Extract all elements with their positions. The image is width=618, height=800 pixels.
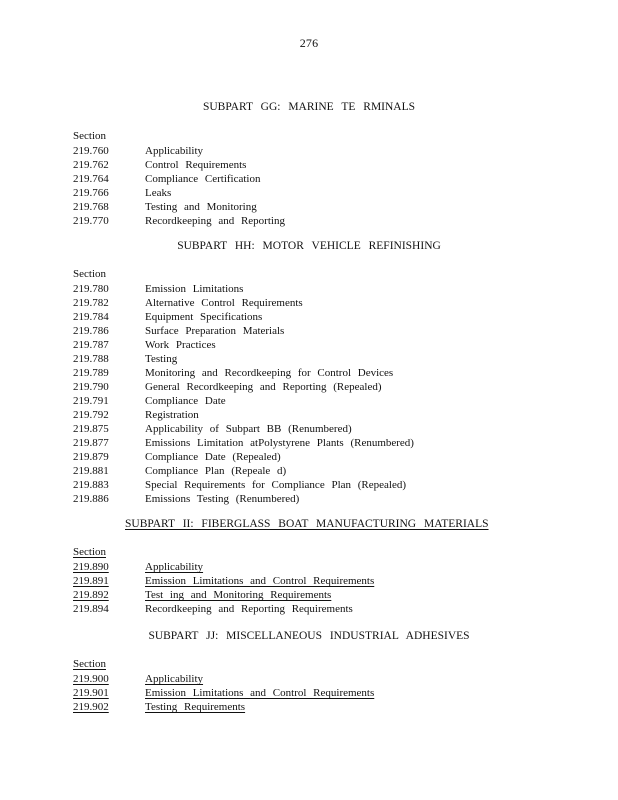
list-item — [0, 324, 618, 338]
list-item — [0, 352, 618, 366]
section-number: 219.901 — [73, 687, 109, 699]
section-title: Equipment Specifications — [145, 311, 263, 323]
section-number: 219.902 — [73, 701, 109, 713]
section-title: Special Requirements for Compliance Plan (Repealed) — [145, 479, 407, 491]
section-title: Testing Requirements — [145, 701, 246, 713]
section-label: Section — [73, 658, 106, 670]
section-title: Compliance Certification — [145, 173, 261, 185]
section-title: Emissions Testing (Renumbered) — [145, 493, 300, 505]
list-item — [0, 492, 618, 506]
list-item — [0, 588, 618, 602]
section-number: 219.877 — [73, 437, 109, 449]
subpart-ii-entries — [0, 560, 618, 616]
section-number: 219.789 — [73, 367, 109, 379]
list-item — [0, 422, 618, 436]
section-number: 219.891 — [73, 575, 109, 587]
list-item — [0, 686, 618, 700]
list-item — [0, 186, 618, 200]
list-item — [0, 172, 618, 186]
subpart-jj-entries — [0, 672, 618, 714]
section-number: 219.784 — [73, 311, 109, 323]
list-item — [0, 282, 618, 296]
section-number: 219.791 — [73, 395, 109, 407]
section-title: Emission Limitations and Control Requirements — [145, 575, 375, 587]
subpart-jj-heading: SUBPART JJ: MISCELLANEOUS INDUSTRIAL ADHESIVES — [148, 630, 470, 642]
section-title: Registration — [145, 409, 199, 421]
subpart-gg-heading: SUBPART GG: MARINE TE RMINALS — [202, 101, 416, 113]
section-number: 219.788 — [73, 353, 109, 365]
section-title: Test ing and Monitoring Requirements — [145, 589, 332, 601]
section-number: 219.875 — [73, 423, 109, 435]
list-item — [0, 144, 618, 158]
list-item — [0, 478, 618, 492]
section-number: 219.787 — [73, 339, 109, 351]
list-item — [0, 394, 618, 408]
subpart-gg-entries — [0, 144, 618, 228]
section-number: 219.760 — [73, 145, 109, 157]
list-item — [0, 700, 618, 714]
section-title: Applicability — [145, 561, 204, 573]
section-number: 219.790 — [73, 381, 109, 393]
section-number: 219.894 — [73, 603, 109, 615]
section-title: Testing — [145, 353, 178, 365]
section-title: Compliance Plan (Repeale d) — [145, 465, 287, 477]
section-number: 219.782 — [73, 297, 109, 309]
list-item — [0, 338, 618, 352]
section-number: 219.770 — [73, 215, 109, 227]
section-number: 219.890 — [73, 561, 109, 573]
list-item — [0, 158, 618, 172]
section-title: Monitoring and Recordkeeping for Control Devices — [145, 367, 394, 379]
section-title: Emissions Limitation atPolystyrene Plants (Renumbered) — [145, 437, 414, 449]
list-item — [0, 602, 618, 616]
section-label: Section — [73, 546, 106, 558]
page-number: 276 — [299, 36, 319, 50]
section-number: 219.766 — [73, 187, 109, 199]
section-number: 219.762 — [73, 159, 109, 171]
list-item — [0, 380, 618, 394]
section-title: Compliance Date — [145, 395, 226, 407]
list-item — [0, 366, 618, 380]
list-item — [0, 200, 618, 214]
section-title: Compliance Date (Repealed) — [145, 451, 281, 463]
section-label: Section — [73, 268, 106, 280]
section-title: Leaks — [145, 187, 172, 199]
list-item — [0, 408, 618, 422]
section-title: Applicability — [145, 673, 204, 685]
subpart-ii-heading-text: SUBPART II: FIBERGLASS BOAT MANUFACTURING MATERIALS — [125, 518, 489, 530]
section-title: Emission Limitations — [145, 283, 244, 295]
section-number: 219.764 — [73, 173, 109, 185]
section-number: 219.768 — [73, 201, 109, 213]
subpart-ii-heading — [125, 518, 531, 530]
section-number: 219.886 — [73, 493, 109, 505]
list-item — [0, 560, 618, 574]
section-number: 219.892 — [73, 589, 109, 601]
section-title: Recordkeeping and Reporting — [145, 215, 285, 227]
section-title: Surface Preparation Materials — [145, 325, 285, 337]
section-number: 219.881 — [73, 465, 109, 477]
list-item — [0, 214, 618, 228]
list-item — [0, 464, 618, 478]
section-title: General Recordkeeping and Reporting (Repealed) — [145, 381, 382, 393]
section-number: 219.879 — [73, 451, 109, 463]
section-number: 219.883 — [73, 479, 109, 491]
section-number: 219.900 — [73, 673, 109, 685]
list-item — [0, 310, 618, 324]
section-title: Emission Limitations and Control Requirements — [145, 687, 375, 699]
list-item — [0, 296, 618, 310]
list-item — [0, 574, 618, 588]
section-number: 219.780 — [73, 283, 109, 295]
section-title: Control Requirements — [145, 159, 247, 171]
section-title: Alternative Control Requirements — [145, 297, 303, 309]
section-number: 219.792 — [73, 409, 109, 421]
section-number: 219.786 — [73, 325, 109, 337]
section-title: Testing and Monitoring — [145, 201, 257, 213]
section-title: Recordkeeping and Reporting Requirements — [145, 603, 353, 615]
subpart-hh-entries — [0, 282, 618, 506]
section-title: Applicability — [145, 145, 204, 157]
section-title: Work Practices — [145, 339, 216, 351]
list-item — [0, 436, 618, 450]
list-item — [0, 672, 618, 686]
section-label: Section — [73, 130, 106, 142]
subpart-hh-heading: SUBPART HH: MOTOR VEHICLE REFINISHING — [177, 240, 441, 252]
list-item — [0, 450, 618, 464]
section-title: Applicability of Subpart BB (Renumbered) — [145, 423, 352, 435]
